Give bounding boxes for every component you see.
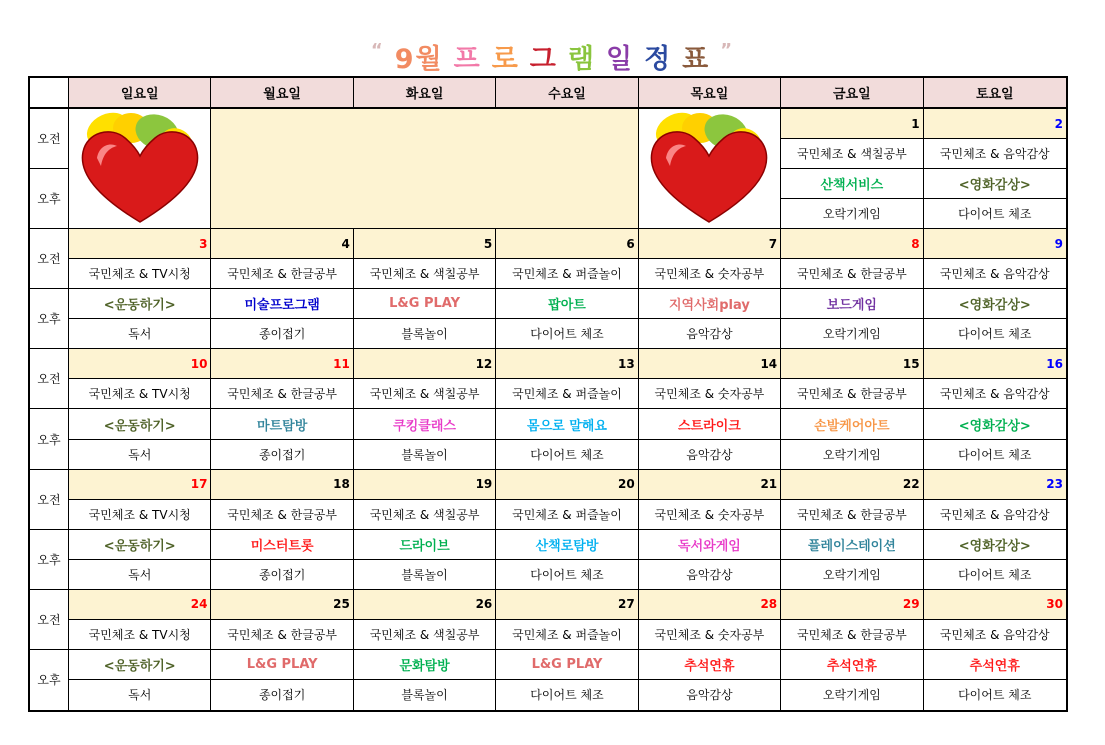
pm-activity-2: 음악감상	[639, 560, 781, 590]
date-cell: 20	[496, 470, 638, 500]
am-activity: 국민체조 & 퍼즐놀이	[496, 500, 638, 530]
pm-activity-2: 독서	[69, 440, 211, 470]
date-cell: 29	[781, 590, 923, 620]
date-cell: 12	[354, 349, 496, 379]
pm-activity-2: 오락기게임	[781, 199, 923, 229]
pm-activity: 마트탐방	[211, 409, 353, 439]
date-cell: 8	[781, 229, 923, 259]
title-char: 로	[491, 44, 520, 75]
pm-activity: 산책로탐방	[496, 530, 638, 560]
pm-activity-2: 블록놀이	[354, 560, 496, 590]
pm-activity: 손발케어아트	[781, 409, 923, 439]
am-activity: 국민체조 & TV시청	[69, 259, 211, 289]
pm-activity: <운동하기>	[69, 530, 211, 560]
pm-activity-2: 독서	[69, 319, 211, 349]
title-char: 프	[453, 44, 482, 75]
day-header: 금요일	[781, 78, 923, 109]
am-activity: 국민체조 & 음악감상	[924, 379, 1066, 409]
pm-activity: 지역사회play	[639, 289, 781, 319]
am-activity: 국민체조 & 음악감상	[924, 620, 1066, 650]
pm-activity-2: 다이어트 체조	[958, 688, 1032, 703]
date-cell: 18	[211, 470, 353, 500]
am-activity: 국민체조 & 퍼즐놀이	[496, 259, 638, 289]
pm-activity: <영화감상>	[924, 530, 1066, 560]
pm-activity: <영화감상>	[924, 409, 1066, 439]
heart-image	[639, 109, 781, 229]
pm-activity-2: 종이접기	[211, 680, 353, 710]
am-activity: 국민체조 & 숫자공부	[639, 620, 781, 650]
date-cell: 25	[211, 590, 353, 620]
pm-activity: L&G PLAY	[496, 650, 638, 680]
period-am-label: 오전	[30, 470, 69, 530]
blank-block	[211, 109, 638, 229]
am-activity: 국민체조 & 한글공부	[781, 500, 923, 530]
am-activity: 국민체조 & 숫자공부	[639, 259, 781, 289]
pm-activity-2: 다이어트 체조	[496, 680, 638, 710]
period-pm-label: 오후	[30, 289, 69, 349]
pm-activity-2: 다이어트 체조	[496, 319, 638, 349]
pm-activity: 보드게임	[781, 289, 923, 319]
pm-activity-2: 독서	[69, 680, 211, 710]
date-cell: 11	[211, 349, 353, 379]
pm-activity-2: 블록놀이	[354, 319, 496, 349]
period-pm-label: 오후	[30, 169, 69, 229]
am-activity: 국민체조 & 한글공부	[781, 620, 923, 650]
day-header: 수요일	[496, 78, 638, 109]
am-activity: 국민체조 & 한글공부	[211, 259, 353, 289]
date-cell: 30	[924, 590, 1066, 620]
heart-icon	[75, 110, 205, 228]
pm-activity: 미술프로그램	[211, 289, 353, 319]
pm-activity: <운동하기>	[69, 409, 211, 439]
date-cell: 15	[781, 349, 923, 379]
pm-activity-2: 종이접기	[211, 319, 353, 349]
am-activity: 국민체조 & 한글공부	[211, 500, 353, 530]
pm-activity: <운동하기>	[69, 650, 211, 680]
pm-activity: 독서와게임	[639, 530, 781, 560]
pm-activity: 플레이스테이션	[781, 530, 923, 560]
am-activity: 국민체조 & 색칠공부	[354, 620, 496, 650]
am-activity: 국민체조 & 숫자공부	[639, 379, 781, 409]
period-am-label: 오전	[30, 590, 69, 650]
pm-activity: L&G PLAY	[211, 650, 353, 680]
pm-activity: 산책서비스	[781, 169, 923, 199]
schedule-table	[28, 76, 1068, 712]
pm-activity: <영화감상>	[924, 169, 1066, 199]
title-open-quote: “	[370, 40, 385, 61]
am-activity: 국민체조 & 음악감상	[924, 500, 1066, 530]
date-cell: 22	[781, 470, 923, 500]
am-activity: 국민체조 & 색칠공부	[354, 259, 496, 289]
date-cell: 26	[354, 590, 496, 620]
am-activity: 국민체조 & 색칠공부	[781, 139, 923, 169]
period-am-label: 오전	[30, 349, 69, 409]
date-cell: 7	[639, 229, 781, 259]
pm-activity-2: 오락기게임	[781, 440, 923, 470]
pm-activity-2: 음악감상	[639, 440, 781, 470]
heart-image	[69, 109, 211, 229]
pm-activity-2: 오락기게임	[781, 680, 923, 710]
pm-activity-2: 다이어트 체조	[924, 560, 1066, 590]
pm-activity: 스트라이크	[639, 409, 781, 439]
title-char: 표	[682, 44, 711, 75]
title-char: 정	[644, 44, 673, 75]
pm-activity-2: 오락기게임	[781, 319, 923, 349]
day-header: 토요일	[924, 78, 1066, 109]
day-header: 목요일	[639, 78, 781, 109]
period-pm-label: 오후	[30, 650, 69, 710]
pm-activity: 쿠킹클래스	[354, 409, 496, 439]
pm-activity-2: 다이어트 체조	[496, 440, 638, 470]
am-activity: 국민체조 & 한글공부	[211, 379, 353, 409]
title-close-quote: ”	[720, 40, 735, 61]
title-char: 램	[567, 44, 596, 75]
period-am-label: 오전	[30, 229, 69, 289]
date-cell: 14	[639, 349, 781, 379]
date-cell: 21	[639, 470, 781, 500]
heart-icon	[644, 110, 774, 228]
am-activity: 국민체조 & 음악감상	[924, 259, 1066, 289]
am-activity: 국민체조 & 색칠공부	[354, 379, 496, 409]
am-activity: 국민체조 & 퍼즐놀이	[496, 620, 638, 650]
date-cell: 16	[924, 349, 1066, 379]
pm-activity-2: 다이어트 체조	[924, 199, 1066, 229]
page-title	[0, 28, 1105, 74]
pm-activity: 미스터트롯	[211, 530, 353, 560]
period-am-label: 오전	[30, 109, 69, 169]
title-char: 9월	[394, 44, 444, 75]
pm-activity: <영화감상>	[924, 289, 1066, 319]
pm-activity-2: 블록놀이	[354, 440, 496, 470]
am-activity: 국민체조 & 한글공부	[781, 259, 923, 289]
am-activity: 국민체조 & 색칠공부	[354, 500, 496, 530]
pm-activity-2: 독서	[69, 560, 211, 590]
date-cell: 27	[496, 590, 638, 620]
date-cell: 23	[924, 470, 1066, 500]
pm-activity-2: 음악감상	[639, 680, 781, 710]
pm-activity-2: 음악감상	[639, 319, 781, 349]
am-activity: 국민체조 & 한글공부	[211, 620, 353, 650]
pm-activity-2: 다이어트 체조	[924, 319, 1066, 349]
pm-activity: 몸으로 말해요	[496, 409, 638, 439]
pm-activity-2: 종이접기	[211, 440, 353, 470]
pm-activity: 드라이브	[354, 530, 496, 560]
pm-activity: 팝아트	[496, 289, 638, 319]
date-cell: 10	[69, 349, 211, 379]
am-activity: 국민체조 & TV시청	[69, 620, 211, 650]
am-activity: 국민체조 & 퍼즐놀이	[496, 379, 638, 409]
pm-activity: 추석연휴	[639, 650, 781, 680]
pm-activity-2: 다이어트 체조	[496, 560, 638, 590]
day-header: 일요일	[69, 78, 211, 109]
title-char: 일	[605, 44, 635, 75]
period-pm-label: 오후	[30, 409, 69, 469]
pm-activity: 문화탐방	[354, 650, 496, 680]
day-header: 화요일	[354, 78, 496, 109]
title-char: 그	[529, 44, 558, 75]
date-cell: 1	[781, 109, 923, 139]
date-cell: 6	[496, 229, 638, 259]
date-cell: 2	[924, 109, 1066, 139]
pm-activity: L&G PLAY	[354, 289, 496, 319]
header-corner	[30, 78, 69, 109]
date-cell: 17	[69, 470, 211, 500]
am-activity: 국민체조 & 한글공부	[781, 379, 923, 409]
pm-activity-2: 다이어트 체조	[924, 440, 1066, 470]
date-cell: 4	[211, 229, 353, 259]
pm-activity: 추석연휴	[781, 650, 923, 680]
am-activity: 국민체조 & 음악감상	[924, 139, 1066, 169]
am-activity: 국민체조 & TV시청	[69, 379, 211, 409]
period-pm-label: 오후	[30, 530, 69, 590]
pm-activity: <운동하기>	[69, 289, 211, 319]
date-cell: 19	[354, 470, 496, 500]
date-cell: 5	[354, 229, 496, 259]
am-activity: 국민체조 & TV시청	[69, 500, 211, 530]
pm-activity: 추석연휴	[924, 650, 1066, 680]
pm-activity-2: 블록놀이	[354, 680, 496, 710]
date-cell: 3	[69, 229, 211, 259]
date-cell: 28	[639, 590, 781, 620]
day-header: 월요일	[211, 78, 353, 109]
pm-activity-2: 종이접기	[211, 560, 353, 590]
date-cell: 13	[496, 349, 638, 379]
date-cell: 24	[69, 590, 211, 620]
pm-activity-2: 오락기게임	[781, 560, 923, 590]
am-activity: 국민체조 & 숫자공부	[639, 500, 781, 530]
date-cell: 9	[924, 229, 1066, 259]
